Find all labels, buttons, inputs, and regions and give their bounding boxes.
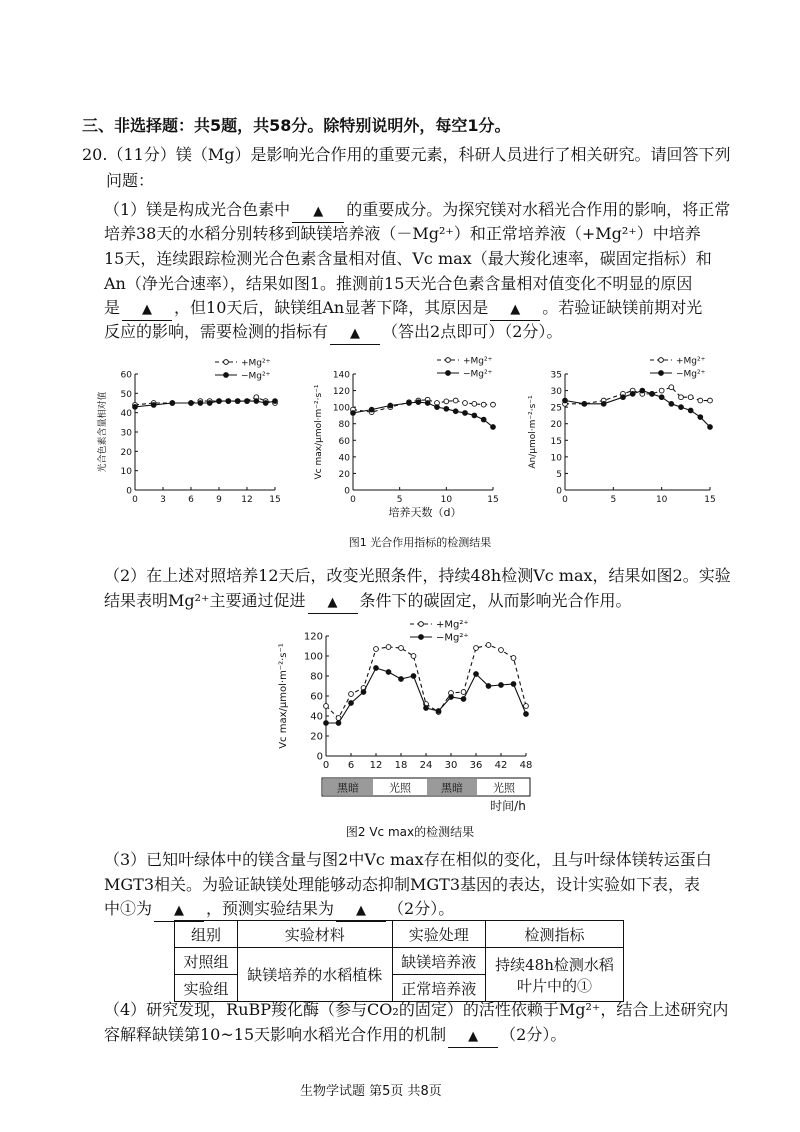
y-tick-label: 100 [332,403,350,414]
answer-blank-3[interactable] [490,298,540,321]
part1-line-6 [104,322,562,345]
data-point-minus-mg [563,398,568,403]
x-tick-label: 6 [347,760,355,771]
data-point-plus-mg [399,646,404,651]
blank-marker: ▲ [468,1029,479,1044]
data-point-minus-mg [424,706,429,711]
question-intro-text: （11分）镁（Mg）是影响光合作用的重要元素，科研人员进行了相关研究。请回答下列 [107,145,731,164]
blank-marker: ▲ [356,903,367,918]
legend-label-minus: −Mg²⁺ [241,371,271,382]
y-tick-label: 60 [120,370,132,381]
part1-text: ，但10天后，缺镁组An显著下降，其原因是 [174,298,489,317]
answer-blank-6[interactable] [154,899,204,922]
part3-line-2: MGT3相关。为验证缺镁处理能够动态抑制MGT3基因的表达，设计实验如下表，表 [104,875,701,894]
data-point-minus-mg [411,674,416,679]
part1-text: 的重要成分。为探究镁对水稻光合作用的影响，将正常 [346,200,731,219]
y-tick-label: 30 [120,428,132,439]
part3-text: ，预测实验结果为 [206,899,335,918]
x-tick-label: 10 [655,495,668,505]
data-point-minus-mg [511,682,516,687]
data-point-plus-mg [659,388,664,393]
part2-text: 条件下的碳固定，从而影响光合作用。 [359,591,632,610]
part3-line-1: （3）已知叶绿体中的镁含量与图2中Vc max存在相似的变化，且与叶绿体镁转运蛋白 [104,850,712,869]
data-point-minus-mg [640,388,645,393]
part4-line-2 [104,1025,566,1048]
data-point-minus-mg [189,401,194,406]
data-point-plus-mg [491,402,496,407]
part1-text: （1）镁是构成光合色素中 [104,200,291,219]
table-cell-group: 实验组 [175,975,238,1002]
data-point-minus-mg [461,697,466,702]
part2-line-1: （2）在上述对照培养12天后，改变光照条件，持续48h检测Vc max，结果如图2。实验 [104,566,731,585]
data-point-minus-mg [582,401,587,406]
table-row [175,948,624,975]
answer-blank-8[interactable] [448,1025,498,1048]
legend-label-minus: −Mg²⁺ [463,369,493,380]
data-point-plus-mg [386,645,391,650]
x-tick-label: 15 [269,495,281,505]
data-point-minus-mg [449,695,454,700]
part1-line-2: 培养38天的水稻分别转移到缺镁培养液（－Mg²⁺）和正常培养液（+Mg²⁺）中培养 [104,224,701,243]
x-tick-label: 24 [419,760,433,771]
data-point-plus-mg [453,398,458,403]
data-point-plus-mg [374,647,379,652]
data-point-minus-mg [436,709,441,714]
data-point-minus-mg [386,670,391,675]
part3-text: （2分）。 [388,899,455,918]
x-tick-label: 3 [160,495,166,505]
light-dark-bar [322,778,530,796]
question-intro-line-1 [82,145,730,165]
x-tick-label: 48 [519,760,533,771]
data-point-plus-mg [463,401,468,406]
part1-text: （答出2点即可）（2分）。 [382,322,563,341]
question-intro-line-2: 问题： [106,171,155,190]
data-point-minus-mg [679,405,684,410]
data-point-plus-mg [698,398,703,403]
data-point-minus-mg [416,400,421,405]
data-point-minus-mg [463,411,468,416]
series-line-plus-mg [565,387,710,404]
data-point-minus-mg [435,405,440,410]
fig2-caption: 图2 Vc max的检测结果 [345,825,475,839]
data-point-minus-mg [361,690,366,695]
data-point-plus-mg [669,385,674,390]
data-point-minus-mg [688,408,693,413]
data-point-minus-mg [351,411,356,416]
data-point-minus-mg [388,403,393,408]
y-tick-label: 40 [338,453,350,464]
light-period-label: 光照 [493,781,515,795]
part1-line-5 [104,298,702,321]
table-cell-indicator [486,948,624,1002]
x-tick-label: 0 [350,495,356,505]
data-point-minus-mg [198,401,203,406]
data-point-minus-mg [170,401,175,406]
data-point-minus-mg [630,391,635,396]
y-tick-label: 30 [550,387,562,398]
data-point-minus-mg [486,684,491,689]
blank-marker: ▲ [350,326,361,341]
x-tick-label: 10 [440,495,453,505]
data-point-minus-mg [407,401,412,406]
data-point-minus-mg [235,399,240,404]
y-tick-label: 35 [550,370,562,381]
chart-vcmax-hours [278,620,532,772]
part1-line-3: 15天，连续跟踪检测光合色素含量相对值、Vc max（最大羧化速率，碳固定指标）和 [104,249,712,268]
legend-label-plus: +Mg²⁺ [436,619,469,631]
legend-marker-plus [224,360,229,365]
x-tick-label: 15 [704,495,716,505]
data-point-minus-mg [245,399,250,404]
data-point-plus-mg [499,648,504,653]
data-point-plus-mg [472,401,477,406]
data-point-plus-mg [708,398,713,403]
data-point-minus-mg [336,721,341,726]
data-point-plus-mg [481,402,486,407]
table-header: 实验材料 [238,921,392,948]
legend-marker-minus [419,635,424,640]
data-point-plus-mg [461,690,466,695]
page-footer: 生物学试题 第5页 共8页 [300,1084,442,1099]
y-tick-label: 120 [303,631,323,643]
data-point-minus-mg [601,401,606,406]
blank-marker: ▲ [142,302,153,317]
data-point-minus-mg [621,395,626,400]
x-tick-label: 0 [322,760,330,771]
y-tick-label: 60 [338,436,350,447]
data-point-plus-mg [411,654,416,659]
fig2-xlabel: 时间/h [490,799,526,813]
table-cell-treatment: 缺镁培养液 [392,948,486,975]
y-tick-label: 0 [344,486,350,497]
data-point-minus-mg [369,407,374,412]
table-cell-group: 对照组 [175,948,238,975]
data-point-minus-mg [273,399,278,404]
legend-marker-plus [446,358,451,363]
chart-vcmax-days [314,357,499,506]
y-tick-label: 140 [332,370,350,381]
x-tick-label: 15 [487,495,499,505]
data-point-minus-mg [474,672,479,677]
y-tick-label: 20 [120,447,132,458]
table-header: 组别 [175,921,238,948]
data-point-plus-mg [486,643,491,648]
light-period-label: 光照 [389,781,411,795]
dark-period-label: 黑暗 [337,781,359,795]
blank-marker: ▲ [174,903,185,918]
legend-label-plus: +Mg²⁺ [463,356,493,367]
y-tick-label: 60 [310,691,323,703]
legend-label-minus: −Mg²⁺ [676,369,706,380]
part1-text: 是 [104,298,121,317]
y-tick-label: 20 [310,731,323,743]
x-tick-label: 6 [188,495,194,505]
data-point-plus-mg [511,656,516,661]
y-tick-label: 10 [120,467,132,478]
dark-period-label: 黑暗 [441,781,463,795]
y-tick-label: 0 [126,486,132,497]
data-point-minus-mg [399,677,404,682]
series-line-minus-mg [326,668,526,723]
x-tick-label: 5 [396,495,403,505]
part4-text: （2分）。 [500,1025,567,1044]
part2-text: 结果表明Mg²⁺主要通过促进 [104,591,306,610]
y-axis-label: 光合色素含量相对值 [98,391,108,473]
data-point-minus-mg [481,417,486,422]
legend-marker-plus [419,622,424,627]
data-point-plus-mg [324,704,329,709]
blank-marker: ▲ [313,204,324,219]
data-point-minus-mg [491,425,496,430]
answer-blank-4[interactable] [330,322,380,345]
table-header-row [175,921,624,948]
legend-marker-plus [659,358,664,363]
part1-text: 。若验证缺镁前期对光 [542,298,703,317]
legend-marker-minus [446,371,451,376]
data-point-minus-mg [499,683,504,688]
x-tick-label: 30 [444,760,458,771]
legend-label-minus: −Mg²⁺ [436,632,469,644]
legend-marker-minus [659,371,664,376]
data-point-plus-mg [349,692,354,697]
indicator-line-1: 持续48h检测水稻 [495,955,614,974]
data-point-plus-mg [474,646,479,651]
figure-1 [95,350,735,560]
y-tick-label: 10 [550,453,562,464]
x-tick-label: 5 [610,495,617,505]
table-header: 实验处理 [392,921,486,948]
x-tick-label: 9 [216,495,222,505]
indicator-line-2: 叶片中的① [517,976,593,995]
y-tick-label: 100 [303,651,323,663]
data-point-minus-mg [207,401,212,406]
x-tick-label: 12 [369,760,383,771]
y-tick-label: 20 [550,420,562,431]
part3-text: 中①为 [104,899,153,918]
data-point-minus-mg [698,415,703,420]
section-heading: 三、非选择题：共5题，共58分。除特别说明外，每空1分。 [82,116,511,135]
x-tick-label: 0 [562,495,568,505]
y-tick-label: 40 [120,409,132,420]
data-point-minus-mg [263,401,268,406]
x-tick-label: 12 [241,495,253,505]
legend-label-plus: +Mg²⁺ [676,356,706,367]
part4-text: 容解释缺镁第10~15天影响水稻光合作用的机制 [104,1025,447,1044]
table-cell-treatment: 正常培养液 [392,975,486,1002]
x-tick-label: 36 [469,760,483,771]
y-tick-label: 0 [316,751,323,763]
experiment-table [174,920,624,1002]
fig1-xlabel: 培养天数（d） [388,506,462,519]
x-tick-label: 0 [132,495,138,505]
data-point-plus-mg [679,395,684,400]
legend-marker-minus [224,373,229,378]
data-point-minus-mg [349,701,354,706]
data-point-plus-mg [524,704,529,709]
data-point-minus-mg [444,406,449,411]
part3-line-3 [104,899,454,922]
table-header: 检测指标 [486,921,624,948]
y-axis-label: Vc max/μmol·m⁻²·s⁻¹ [314,384,324,480]
y-tick-label: 20 [338,469,350,480]
data-point-plus-mg [688,395,693,400]
legend-label-plus: +Mg²⁺ [241,358,271,369]
x-tick-label: 42 [494,760,508,771]
y-tick-label: 80 [338,420,350,431]
answer-blank-5[interactable] [308,591,358,614]
blank-marker: ▲ [510,302,521,317]
answer-blank-2[interactable] [122,298,172,321]
figure-2 [270,618,540,843]
data-point-minus-mg [133,404,138,409]
y-axis-label: An/μmol·m⁻²·s⁻¹ [528,395,538,469]
data-point-minus-mg [324,721,329,726]
part1-line-1 [104,200,730,223]
y-tick-label: 80 [310,671,323,683]
data-point-minus-mg [254,399,259,404]
data-point-minus-mg [425,401,430,406]
blank-marker: ▲ [327,595,338,610]
question-number: 20. [82,145,108,164]
x-tick-label: 18 [394,760,408,771]
y-tick-label: 120 [332,387,350,398]
part2-line-2 [104,591,632,614]
part4-line-1: （4）研究发现，RuBP羧化酶（参与CO₂的固定）的活性依赖于Mg²⁺，结合上述研究内 [104,1000,729,1019]
data-point-minus-mg [650,391,655,396]
part1-line-4: An（净光合速率），结果如图1。推测前15天光合色素含量相对值变化不明显的原因 [104,274,693,293]
data-point-minus-mg [453,409,458,414]
data-point-minus-mg [151,403,156,408]
y-tick-label: 25 [550,403,562,414]
answer-blank-1[interactable] [292,200,344,223]
table-cell-material: 缺镁培养的水稻植株 [238,948,392,1002]
data-point-minus-mg [472,413,477,418]
data-point-minus-mg [374,666,379,671]
y-tick-label: 40 [310,711,323,723]
data-point-minus-mg [708,425,713,430]
y-tick-label: 50 [120,389,132,400]
data-point-plus-mg [444,399,449,404]
data-point-minus-mg [659,395,664,400]
part1-text: 反应的影响，需要检测的指标有 [104,322,329,341]
y-tick-label: 15 [550,436,562,447]
data-point-minus-mg [669,401,674,406]
fig1-caption: 图1 光合作用指标的检测结果 [348,536,492,549]
answer-blank-7[interactable] [336,899,386,922]
chart-net-photosynthesis [528,357,716,506]
data-point-minus-mg [226,399,231,404]
chart-pigment-content [96,359,281,506]
y-tick-label: 5 [556,469,562,480]
y-tick-label: 0 [556,486,562,497]
data-point-minus-mg [217,399,222,404]
data-point-minus-mg [524,712,529,717]
y-axis-label: Vc max/μmol·m⁻²·s⁻¹ [278,643,289,749]
